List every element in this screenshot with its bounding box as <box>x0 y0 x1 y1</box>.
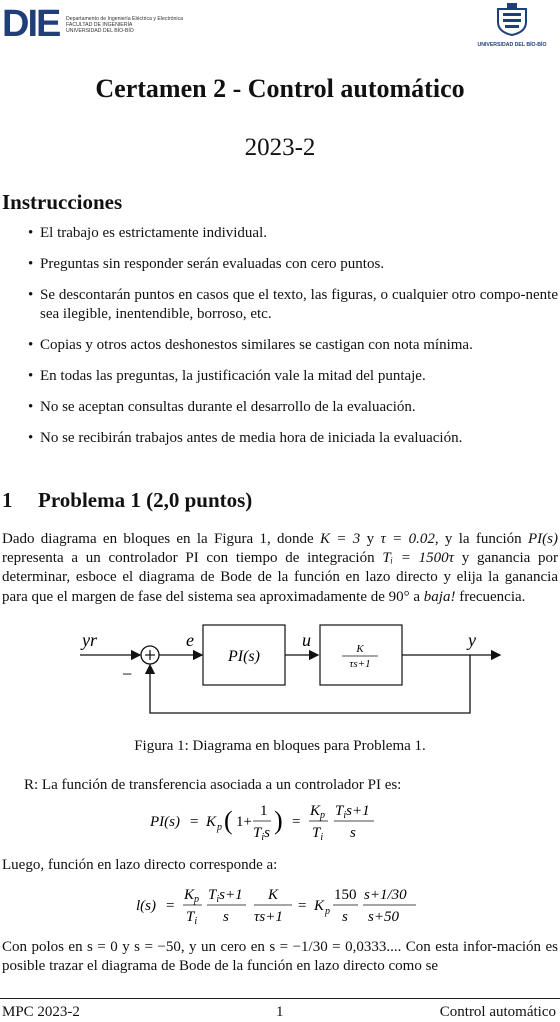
instruction-item: • Copias y otros actos deshonestos similares se castigan con nota mínima. <box>28 337 473 353</box>
svg-text:): ) <box>274 806 283 835</box>
svg-text:=: = <box>166 898 175 914</box>
instruction-item: • No se recibirán trabajos antes de media hora de iniciada la evaluación. <box>28 430 463 446</box>
answer-intro: R: La función de transferencia asociada a un controlador PI es: <box>24 777 402 793</box>
svg-text:=: = <box>190 814 199 830</box>
document-subtitle: 2023-2 <box>244 134 316 161</box>
instruction-text: Preguntas sin responder serán evaluadas con cero puntos. <box>40 256 385 272</box>
instruction-text: En todas las preguntas, la justificación vale la mitad del puntaje. <box>40 368 426 384</box>
instruction-item: • No se aceptan consultas durante el desarrollo de la evaluación. <box>28 399 416 415</box>
answer-after-eq1: Luego, función en lazo directo corresponde a: <box>2 857 278 873</box>
svg-text:Tis+1: $T_is+1$ <box>335 803 370 821</box>
die-logo-line-3: UNIVERSIDAD DEL BÍO-BÍO <box>66 28 134 34</box>
footer-left: MPC 2023-2 <box>2 1004 80 1020</box>
footer-rule <box>0 998 560 999</box>
statement-k: K = 3 <box>320 531 361 547</box>
instruction-item: • En todas las preguntas, la justificación vale la mitad del puntaje. <box>28 368 426 384</box>
problem-statement <box>2 530 558 607</box>
svg-text:Kp: $K_p$ <box>310 803 326 821</box>
svg-text:s+1/30: s+1/30 <box>364 887 407 903</box>
svg-text:s: s <box>350 825 356 841</box>
svg-text:Tis: $T_is$ <box>253 825 270 843</box>
svg-text:1+: 1+ <box>236 814 252 830</box>
figure-caption: Figura 1: Diagrama en bloques para Problema 1. <box>134 738 426 754</box>
statement-tau: τ = 0.02 <box>380 531 435 547</box>
die-logo-line-2: FACULTAD DE INGENIERÍA <box>66 22 133 28</box>
equation-pi <box>150 798 420 844</box>
svg-text:Ti: $T_i$ <box>186 909 198 927</box>
die-logo-line-1: Departamento de Ingeniería Eléctrica y Electrónica <box>66 16 184 22</box>
control-label: u <box>302 630 311 650</box>
instructions-list <box>18 224 558 460</box>
problem-number: 1 <box>2 488 13 512</box>
footer-right: Control automático <box>439 1004 556 1020</box>
problem-heading <box>2 488 252 513</box>
svg-text:τs+1: τs+1 <box>254 909 283 925</box>
footer-page-number: 1 <box>276 1004 284 1020</box>
svg-text:l(s): l(s) <box>136 898 156 914</box>
instruction-item: • Se descontarán puntos en casos que el texto, las figuras, o cualquier otro compo-nente sea ilegible, inentendible, borroso, etc. <box>28 287 558 322</box>
document-title: Certamen 2 - Control automático <box>95 74 465 103</box>
statement-text: frecuencia. <box>455 588 526 605</box>
answer-closing: Con polos en s = 0 y s = −50, y un cero en s = −1/30 = 0,0333.... Con esta infor-mación es posible trazar el diagrama de Bode de la función en lazo directo como se <box>2 939 558 975</box>
instruction-text: Copias y otros actos deshonestos similares se castigan con nota mínima. <box>40 337 473 353</box>
svg-text:p: p <box>217 822 222 833</box>
svg-text:Tis+1: $T_is+1$ <box>208 887 243 905</box>
error-label: e <box>186 630 194 650</box>
statement-text: , y la función <box>434 531 528 547</box>
instruction-text: El trabajo es estrictamente individual. <box>40 225 268 241</box>
instruction-text: No se recibirán trabajos antes de media hora de iniciada la evaluación. <box>40 430 463 446</box>
die-logo <box>2 2 202 46</box>
statement-text: Dado diagrama en bloques en la Figura 1, donde <box>2 531 321 547</box>
die-logo-text <box>66 16 206 34</box>
equation-loop <box>136 882 436 928</box>
svg-text:p: p <box>325 906 330 917</box>
svg-text:K: K <box>268 887 279 903</box>
statement-text: representa a un controlador PI con tiempo de integración <box>2 550 383 567</box>
svg-text:K: K <box>314 898 325 914</box>
svg-text:=: = <box>292 814 301 830</box>
plant-numerator: K <box>356 643 364 655</box>
instruction-text: No se aceptan consultas durante el desarrollo de la evaluación. <box>40 399 416 415</box>
plant-denominator: τs+1 <box>349 658 371 670</box>
svg-text:150: 150 <box>334 887 357 903</box>
statement-pi: PI(s) <box>528 531 558 547</box>
statement-emphasis: baja! <box>423 588 456 605</box>
svg-text:(: ( <box>224 806 233 835</box>
svg-text:s+50: s+50 <box>368 909 399 925</box>
die-logo-letters: DIE <box>2 3 60 45</box>
minus-sign: − <box>122 664 133 684</box>
svg-text:PI(s): PI(s) <box>150 814 180 830</box>
svg-text:1: 1 <box>260 803 268 819</box>
svg-text:Ti: $T_i$ <box>312 825 324 843</box>
instructions-heading: Instrucciones <box>2 190 123 214</box>
svg-text:K: K <box>206 814 217 830</box>
svg-text:=: = <box>298 898 307 914</box>
ubb-logo-caption: UNIVERSIDAD DEL BÍO-BÍO <box>477 42 547 48</box>
problem-title: Problema 1 (2,0 puntos) <box>38 488 253 512</box>
ubb-logo <box>472 2 552 48</box>
instruction-item: • El trabajo es estrictamente individual. <box>28 225 268 241</box>
svg-text:Kp: $K_p$ <box>184 887 200 905</box>
plant-block <box>320 625 402 685</box>
block-diagram <box>70 620 510 720</box>
instruction-item: • Preguntas sin responder serán evaluadas con cero puntos. <box>28 256 385 272</box>
svg-text:s: s <box>223 909 229 925</box>
feedback-path <box>150 655 470 713</box>
svg-text:s: s <box>342 909 348 925</box>
controller-label: PI(s) <box>228 648 260 665</box>
statement-text: y <box>360 531 381 547</box>
instruction-text: Se descontarán puntos en casos que el texto, las figuras, o cualquier otro compo-nente sea ilegible, inentendible, borroso, etc. <box>40 287 558 322</box>
statement-text: y ganancia por determinar, esboce el diagrama de Bode de la función en lazo directo y elija la ganancia para que el margen de fase del sistema sea aproximadamente de 90° a <box>2 550 558 605</box>
ubb-shield-icon <box>494 2 530 36</box>
statement-ti: Tᵢ = 1500τ <box>382 550 454 567</box>
input-label: yr <box>82 630 97 650</box>
output-label: y <box>468 630 476 650</box>
